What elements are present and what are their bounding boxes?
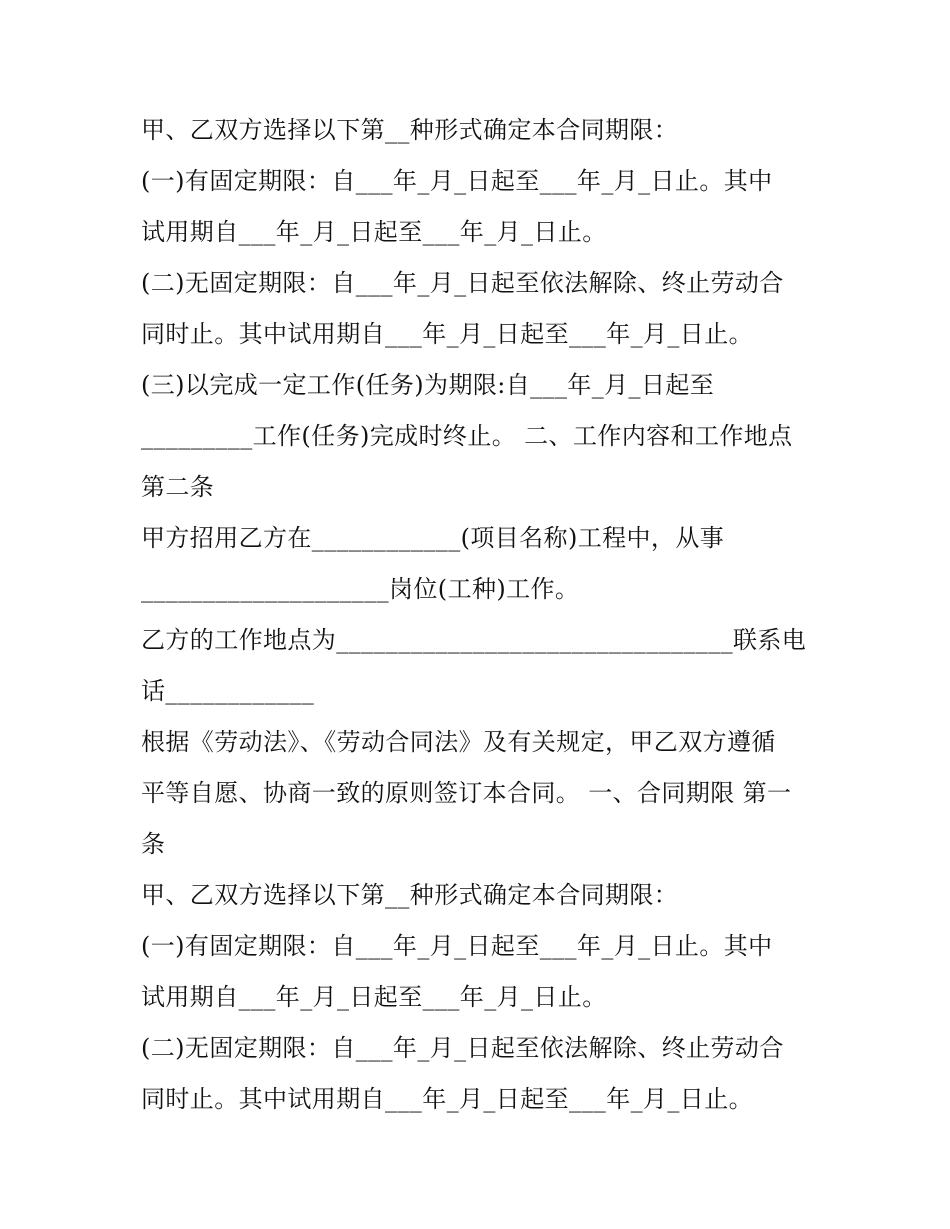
text-line: _________工作(任务)完成时终止。 二、工作内容和工作地点 — [141, 422, 793, 450]
text-line: 同时止。其中试用期自___年_月_日起至___年_月_日止。 — [141, 1085, 753, 1113]
text-line: 甲、乙双方选择以下第__种形式确定本合同期限： — [141, 881, 679, 909]
text-line: 根据《劳动法》、《劳动合同法》及有关规定，甲乙双方遵循 — [141, 728, 776, 756]
text-line: 平等自愿、协商一致的原则签订本合同。 一、合同期限 第一 — [141, 779, 792, 807]
text-line: (一)有固定期限：自___年_月_日起至___年_月_日止。其中 — [141, 167, 773, 195]
text-line: 试用期自___年_月_日起至___年_月_日止。 — [141, 983, 607, 1011]
text-line: 乙方的工作地点为________________________________联系电 — [141, 626, 807, 654]
text-line: 甲方招用乙方在____________(项目名称)工程中，从事 — [141, 524, 725, 552]
text-line: (三)以完成一定工作(任务)为期限:自___年_月_日起至 — [141, 371, 715, 399]
text-line: (二)无固定期限：自___年_月_日起至依法解除、终止劳动合 — [141, 1034, 784, 1062]
text-line: (一)有固定期限：自___年_月_日起至___年_月_日止。其中 — [141, 932, 773, 960]
text-line: 条 — [141, 830, 166, 858]
text-line: 同时止。其中试用期自___年_月_日起至___年_月_日止。 — [141, 320, 753, 348]
text-line: 甲、乙双方选择以下第__种形式确定本合同期限： — [141, 116, 679, 144]
text-line: 话____________ — [141, 677, 315, 705]
text-line: 试用期自___年_月_日起至___年_月_日止。 — [141, 218, 607, 246]
text-line: 第二条 — [141, 473, 215, 501]
text-line: (二)无固定期限：自___年_月_日起至依法解除、终止劳动合 — [141, 269, 784, 297]
text-line: ____________________岗位(工种)工作。 — [141, 575, 580, 603]
